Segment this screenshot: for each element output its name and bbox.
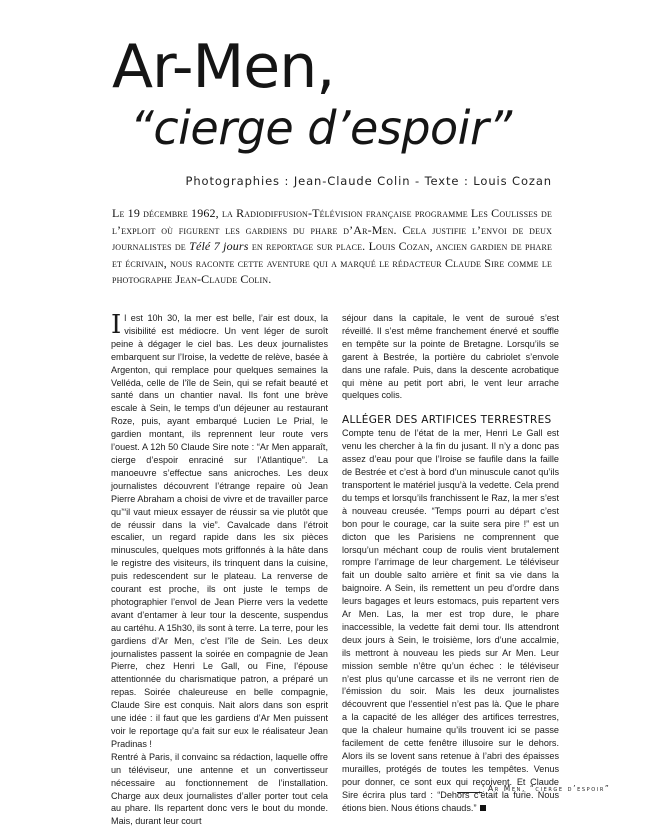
drop-cap: I <box>111 310 122 340</box>
end-mark-icon <box>480 805 486 811</box>
magazine-name: Télé 7 jours <box>189 239 249 253</box>
intro-paragraph <box>112 205 552 288</box>
body-column-right <box>342 312 559 815</box>
section-subheading: ALLÉGER DES ARTIFICES TERRESTRES <box>342 414 552 427</box>
running-footer: Ar Men, “cierge d’espoir” <box>488 784 611 793</box>
body-paragraph: séjour dans la capitale, le vent de suroué s’est réveillé. Il s’est même franchement énervé et souffle en tempête sur la pointe de Bretagne. Lorsqu’ils se garent à Bestrée, la portière du cabriolet s’envole dans une rafale. Puis, dans la descente acrobatique qui mène au petit port abri, le vent leur arrache quelques colis. <box>342 313 559 401</box>
intro-text-part2: en reportage sur place. Louis Cozan, ancien gardien de phare et écrivain, nous raconte cette aventure qui a marqué le rédacteur Claude Sire comme le photographe Jean-Claude Colin. <box>112 239 552 286</box>
body-text: l est 10h 30, la mer est belle, l’air est doux, la visibilité est médiocre. Un vent léger de suroît peine à dégager le ciel bas. Les deux journalistes embarquent sur l’Iroise, la vedette de relève, basée à Argenton, qui remplace pour quelques semaines la Velléda, celle de l’île de Sein, qui se refait beauté et santé dans un chantier naval. Ils font une brève escale à Sein, le temps d’un déjeuner au restaurant Roze, puis, ayant embarqué Lucien Le Prial, le gardien montant, ils reprennent leur route vers l’ouest. A 12h 50 Claude Sire note : “Ar Men apparaît, cierge d’espoir enraciné sur l’Atlantique”. La manoeuvre s’effectue sans anicroches. Les deux journalistes découvrent l’étrange repaire où Jean Pierre Abraham a choisi de vivre et de travailler parce qu’“il vaut mieux essayer de réussir sa vie plutôt que de réussir dans la vie”. Cavalcade dans l’étroit escalier, un regard rapide dans les six pièces minuscules, quelques mots griffonnés à la hâte dans le registre des visiteurs, ils trinquent dans la cuisine, puis redescendent sur le plateau. La renverse de courant est proche, ils ont juste le temps de photographier l’envol de Jean Pierre vers la vedette avant d’entamer à leur tour la descente, suspendus au cartéhu. A 15h30, ils sont à terre. La terre, pour les gardiens d’Ar Men, c’est l’île de Sein. Les deux journalistes passent la soirée en compagnie de Jean Pierre, chez Henri Le Gall, ou Fine, l’épouse attentionnée du charismatique patron, a préparé un repas. Soirée chaleureuse en belle compagnie, Claude Sire est conquis. Nait alors dans son esprit une idée : il faut que les gardiens d’Ar Men puissent voir le reportage qu’a fait sur eux le réalisateur Jean Pradinas ! <box>111 313 328 749</box>
body-text: Compte tenu de l’état de la mer, Henri Le Gall est venu les chercher à la fin du jusant. Il n’y a donc pas assez d’eau pour que l’Iroise se faufile dans la faille de Bestrée et c’est à bord d’un minuscule canot qu’ils transportent le matériel jusqu’à la vedette. Cela prend du temps et lorsqu’ils franchissent le Raz, la mer s’est à nouveau creusée. “Temps pourri au départ c’est bon pour le courage, car la suite sera pire !” est un dicton que les Parisiens ne comprennent que lorsqu’un méchant coup de roulis vient brutalement rompre l’arrimage de leur chargement. Le téléviseur fait un double salto arrière et finit sa vie dans la baignoire. A Sein, ils remettent un peu d’ordre dans leurs bagages et leurs estomacs, puis repartent vers Ar Men. Las, la mer est trop dure, le phare inaccessible, la vedette fait demi tour. Ils attendront deux jours à Sein, le troisième, lors d’une accalmie, ils mettront à nouveau les pieds sur Ar Men. Leur mission semble n’être qu’un échec : le téléviseur n’est plus qu’une carcasse et ils ne verront rien de l’émission du soir. Mais les deux journalistes découvrent que l’essentiel n’est pas là. Que le phare a la capacité de les alléger des artifices terrestres, que la chaleur humaine qu’ils trouvent ici se passe facilement de cette fenêtre illusoire sur le dehors. Alors ils se lovent sans retenue à l’abri des épaisses murailles, protégés de toutes les tempêtes. Venus pour donner, ce sont eux qui reçoivent. Et Claude Sire écrira plus tard : “Dehors c’était la furie. Nous étions bien. Nous étions chauds.” <box>342 428 559 813</box>
footer-rule <box>457 792 482 793</box>
article-title-line1: Ar-Men, <box>112 32 335 102</box>
body-paragraph: Rentré à Paris, il convainc sa rédaction, laquelle offre un téléviseur, une antenne et un convertisseur nécessaire au fonctionnement de l’installation. Charge aux deux journalistes d’aller porter tout cela au phare. Ils repartent donc vers le bout du monde. Mais, durant leur court <box>111 751 328 827</box>
article-title-line2: “cierge d’espoir” <box>130 101 512 155</box>
photo-text-credits: Photographies : Jean-Claude Colin - Texte : Louis Cozan <box>185 174 552 188</box>
body-paragraph <box>111 312 328 751</box>
intro-text-part1: Le 19 décembre 1962, la Radiodiffusion-Télévision française programme Les Coulisses de l’exploit où figurent les gardiens du phare d’Ar-Men. Cela justifie l’envoi de deux journalistes de <box>112 206 552 253</box>
body-column-left <box>111 312 328 828</box>
body-paragraph <box>342 427 559 814</box>
